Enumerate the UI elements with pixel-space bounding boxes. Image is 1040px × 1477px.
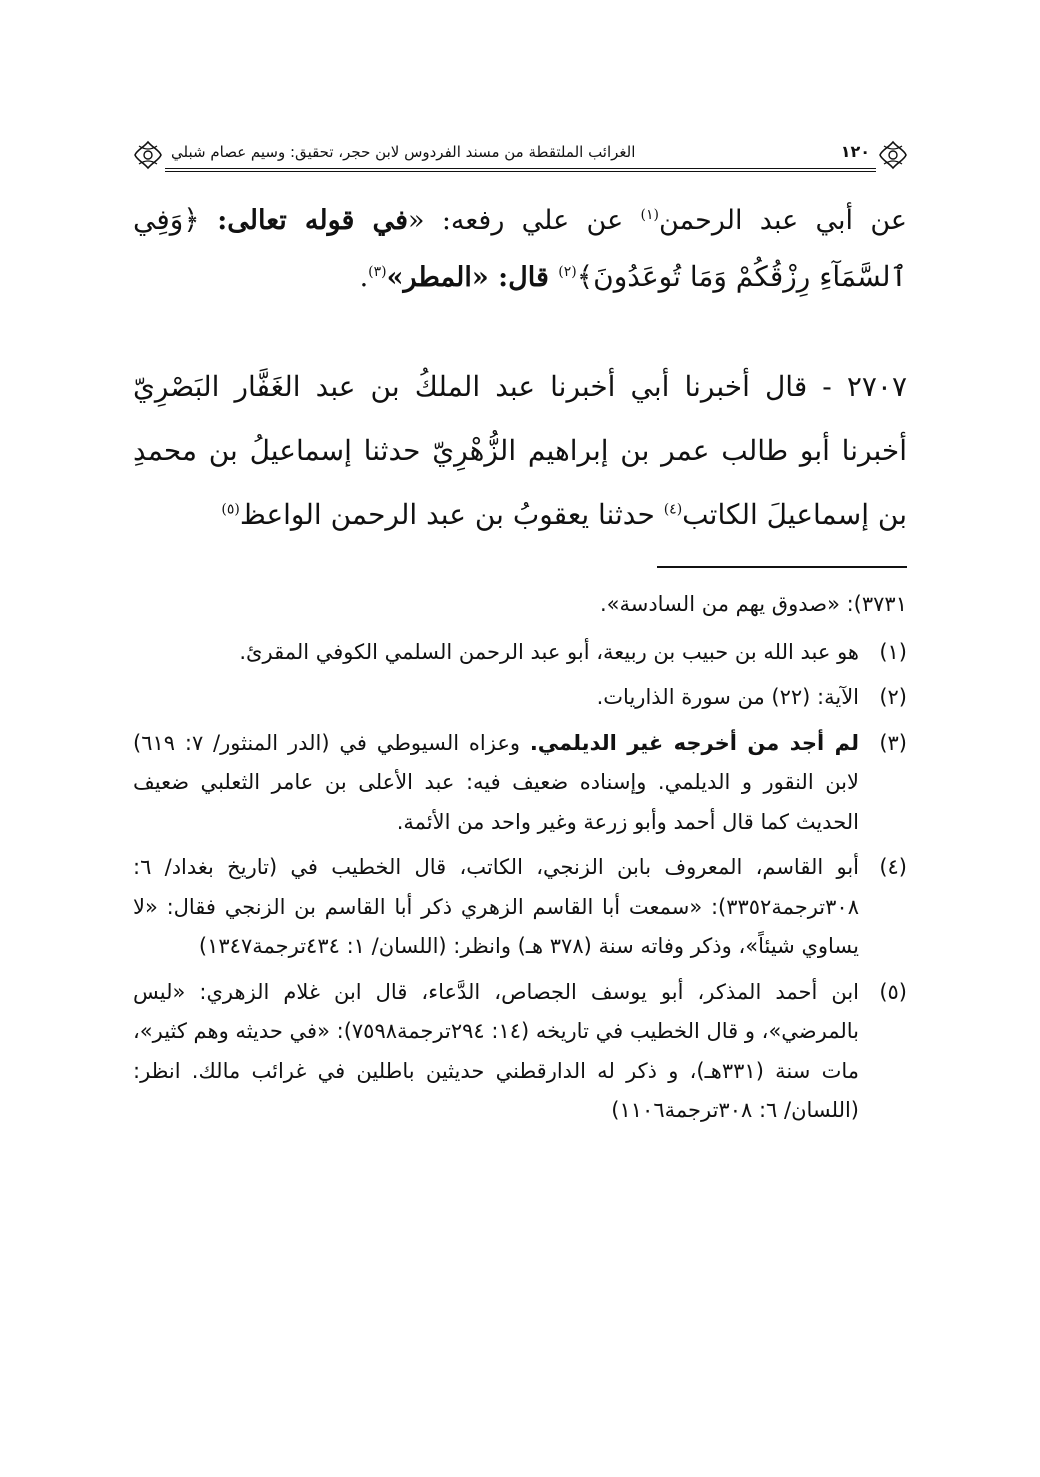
footnote-number: (٣): [879, 730, 907, 755]
text-run: ٢٧٠٧ - قال أخبرنا أبي أخبرنا عبد الملكُ بن عبد الغَفَّار البَصْرِيّ أخبرنا أبو طالب عمر بن إبراهيم الزُّهْرِيّ حدثنا إسماعيلُ بن محمدِ بن إسماعيلَ الكاتب: [133, 370, 907, 531]
footnotes: [133, 585, 907, 1137]
footnote-number: (١): [879, 639, 907, 664]
quran-verse: ﴿وَفِي ٱلسَّمَآءِ رِزْقُكُمْ وَمَا تُوعَدُونَ﴾: [133, 203, 907, 293]
text-run: عن علي رفعه: «: [407, 205, 641, 236]
footnote-continuation: ٣٧٣١): «صدوق يهم من السادسة».: [599, 592, 907, 616]
footnote-text: [133, 724, 859, 843]
footnote-text: هو عبد الله بن حبيب بن ربيعة، أبو عبد الرحمن السلمي الكوفي المقرئ.: [239, 639, 859, 664]
paragraph-hadith-end: [133, 192, 907, 306]
footnote-ref[interactable]: (١): [640, 207, 659, 223]
footnote-ref[interactable]: (٣): [368, 264, 387, 280]
header-rule-double: [165, 171, 876, 172]
text-run: .: [359, 262, 369, 293]
ornament-left-icon: [133, 140, 163, 170]
running-title: الغرائب الملتقطة من مسند الفردوس لابن حجر، تحقيق: وسيم عصام شبلي: [171, 142, 636, 161]
paragraph-hadith-2707: [133, 355, 907, 547]
bold-text: في قوله تعالى:: [217, 205, 408, 236]
footnote-item: [133, 633, 907, 673]
footnote-item: [133, 724, 907, 843]
footnote-separator: [657, 566, 907, 568]
page-header: [133, 140, 908, 174]
bold-text: لم أجد من أخرجه غير الديلمي.: [529, 730, 859, 755]
footnote-ref[interactable]: (٢): [558, 264, 577, 280]
text-run: عن أبي عبد الرحمن: [658, 205, 908, 236]
text-run: حدثنا يعقوبُ بن عبد الرحمن الواعظ: [239, 498, 664, 531]
header-rule: [165, 168, 876, 169]
footnote-ref[interactable]: (٥): [221, 501, 240, 518]
footnote-number: (٥): [879, 979, 907, 1004]
footnote-number: (٢): [879, 685, 907, 709]
footnote-item: [133, 973, 907, 1131]
ornament-right-icon: [878, 140, 908, 170]
text-run: وعزاه السيوطي في (الدر المنثور/ ٧: ٦١٩) لابن النقور و الديلمي. وإسناده ضعيف فيه: عبد الأعلى بن عامر الثعلبي ضعيف الحديث كما قال أحمد وأبو زرعة وغير واحد من الأئمة.: [133, 730, 859, 834]
footnote-ref[interactable]: (٤): [663, 501, 683, 518]
footnote-text: أبو القاسم، المعروف بابن الزنجي، الكاتب، قال الخطيب في (تاريخ بغداد/ ٦: ٣٠٨ترجمة٣٣٥٢): «سمعت أبا القاسم الزهري ذكر أبا القاسم بن الزنجي فقال: «لا يساوي شيئاً»، وذكر وفاته سنة (٣٧٨ هـ) وانظر: (اللسان/ ١: ٤٣٤ترجمة١٣٤٧): [133, 855, 859, 958]
footnote-number: (٤): [879, 855, 907, 879]
footnote-text: ابن أحمد المذكر، أبو يوسف الجصاص، الدَّعاء، قال ابن غلام الزهري: «ليس بالمرضي»، و قال الخطيب في تاريخه (١٤: ٢٩٤ترجمة٧٥٩٨): «في حديثه وهم كثير»، مات سنة (٣٣١هـ)، و ذكر له الدارقطني حديثين باطلين في غرائب مالك. انظر: (اللسان/ ٦: ٣٠٨ترجمة١١٠٦): [133, 979, 860, 1122]
bold-text: قال: «المطر»: [386, 262, 559, 293]
footnote-text: الآية: (٢٢) من سورة الذاريات.: [596, 685, 859, 709]
footnote-item: [133, 678, 907, 718]
page-number: ١٢٠: [840, 142, 870, 161]
footnote-item: [133, 848, 907, 967]
